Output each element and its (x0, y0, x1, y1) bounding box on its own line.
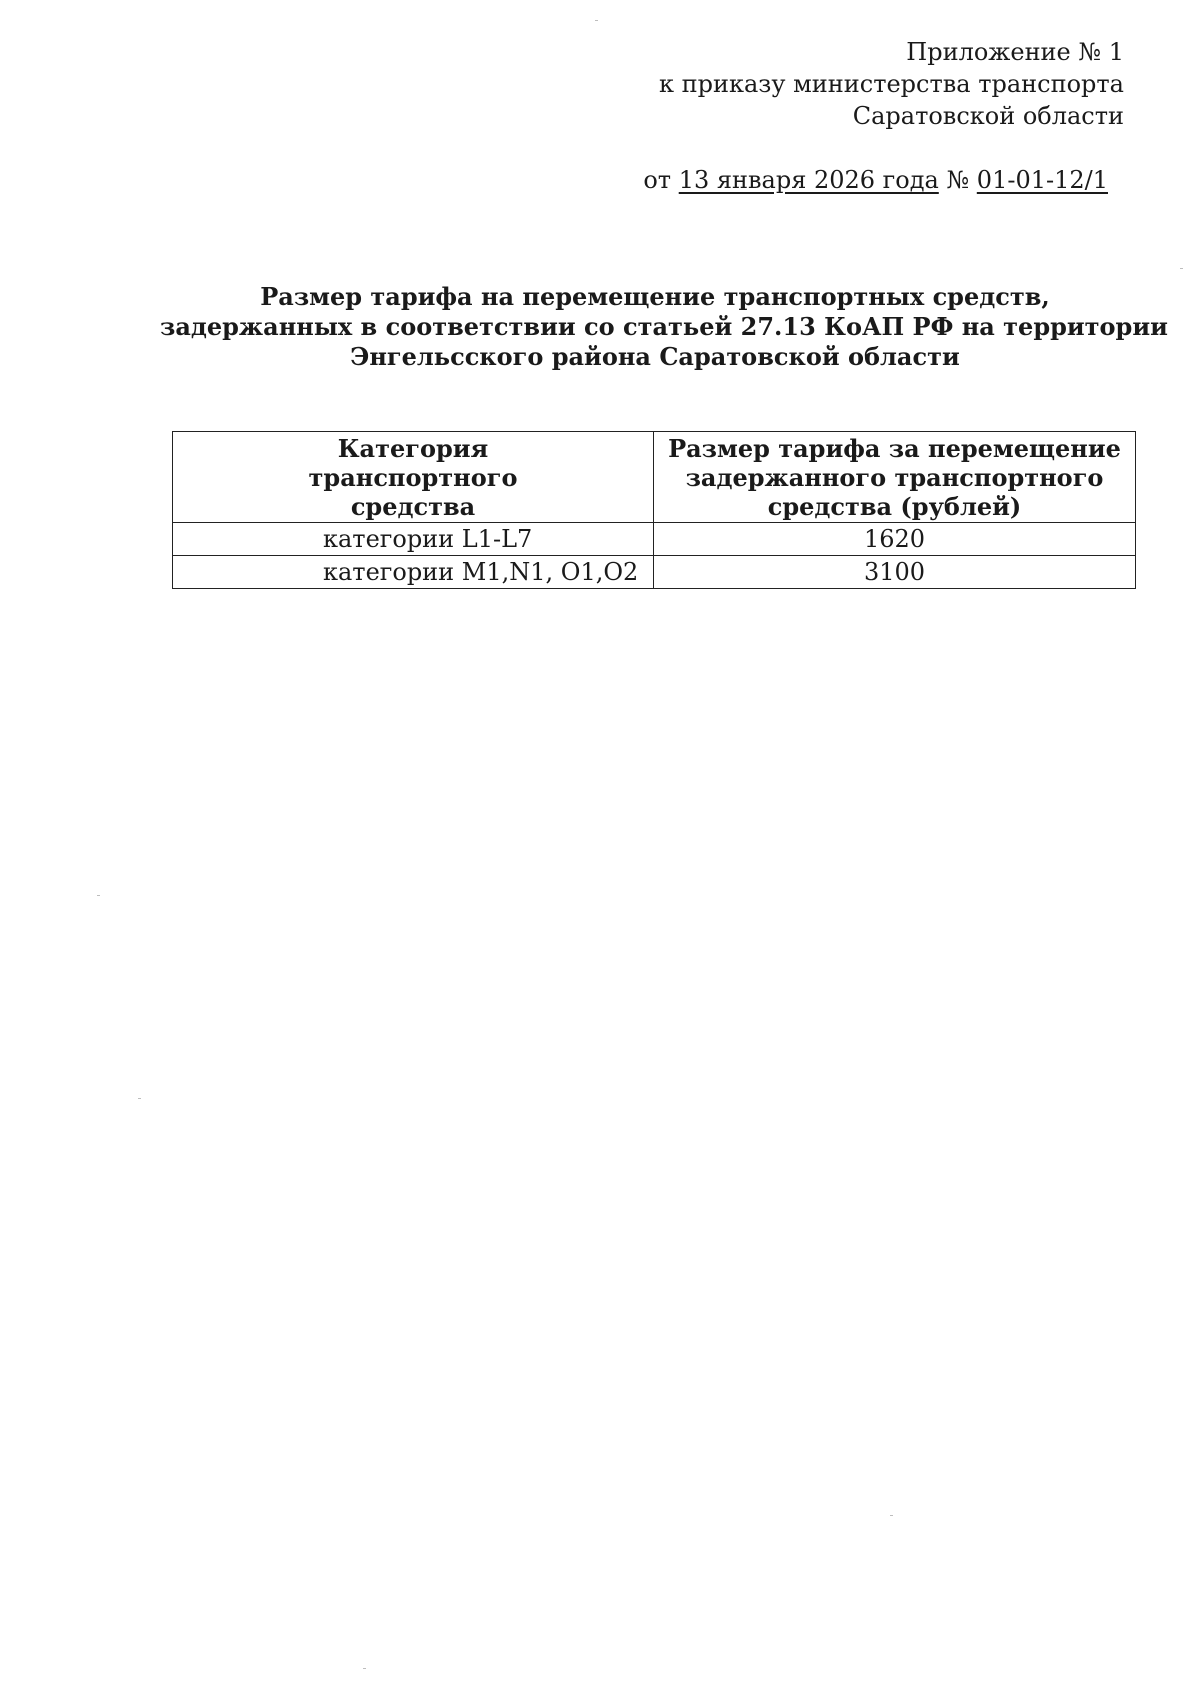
order-date: 13 января 2026 года (678, 166, 939, 194)
appendix-number: Приложение № 1 (906, 38, 1124, 66)
table-row (173, 556, 1136, 589)
order-number: 01-01-12/1 (976, 166, 1108, 194)
scan-speck (595, 20, 598, 21)
header-category-line: транспортного (308, 462, 518, 492)
title-line: Энгельсского района Саратовской области (350, 342, 960, 371)
header-tariff (654, 432, 1136, 523)
table-row (173, 523, 1136, 556)
order-date-line (643, 164, 1108, 196)
appendix-region: Саратовской области (852, 102, 1124, 130)
header-tariff-line: задержанного транспортного (685, 462, 1104, 492)
document-title (160, 282, 1168, 372)
header-category-line: Категория (337, 433, 489, 463)
tariff-cell: 3100 (654, 556, 1136, 589)
scan-speck (138, 1098, 141, 1099)
header-category (173, 432, 654, 523)
header-tariff-line: средства (рублей) (767, 491, 1022, 521)
scan-speck (363, 1668, 366, 1669)
scan-speck (1180, 268, 1183, 269)
title-line: Размер тарифа на перемещение транспортных средств, (260, 282, 1050, 311)
appendix-order-ref: к приказу министерства транспорта (658, 70, 1124, 98)
title-line: задержанных в соответствии со статьей 27.13 КоАП РФ на территории (160, 312, 1168, 341)
category-cell: категории M1,N1, O1,O2 (173, 556, 654, 589)
scan-speck (890, 1515, 893, 1516)
order-number-sign: № (946, 166, 970, 194)
tariff-cell: 1620 (654, 523, 1136, 556)
appendix-header (659, 36, 1124, 132)
tariff-table (172, 431, 1136, 589)
order-prefix: от (643, 166, 672, 194)
header-category-line: средства (350, 491, 476, 521)
category-cell: категории L1-L7 (173, 523, 654, 556)
scan-speck (97, 895, 100, 896)
header-tariff-line: Размер тарифа за перемещение (668, 433, 1121, 463)
table-header-row (173, 432, 1136, 523)
